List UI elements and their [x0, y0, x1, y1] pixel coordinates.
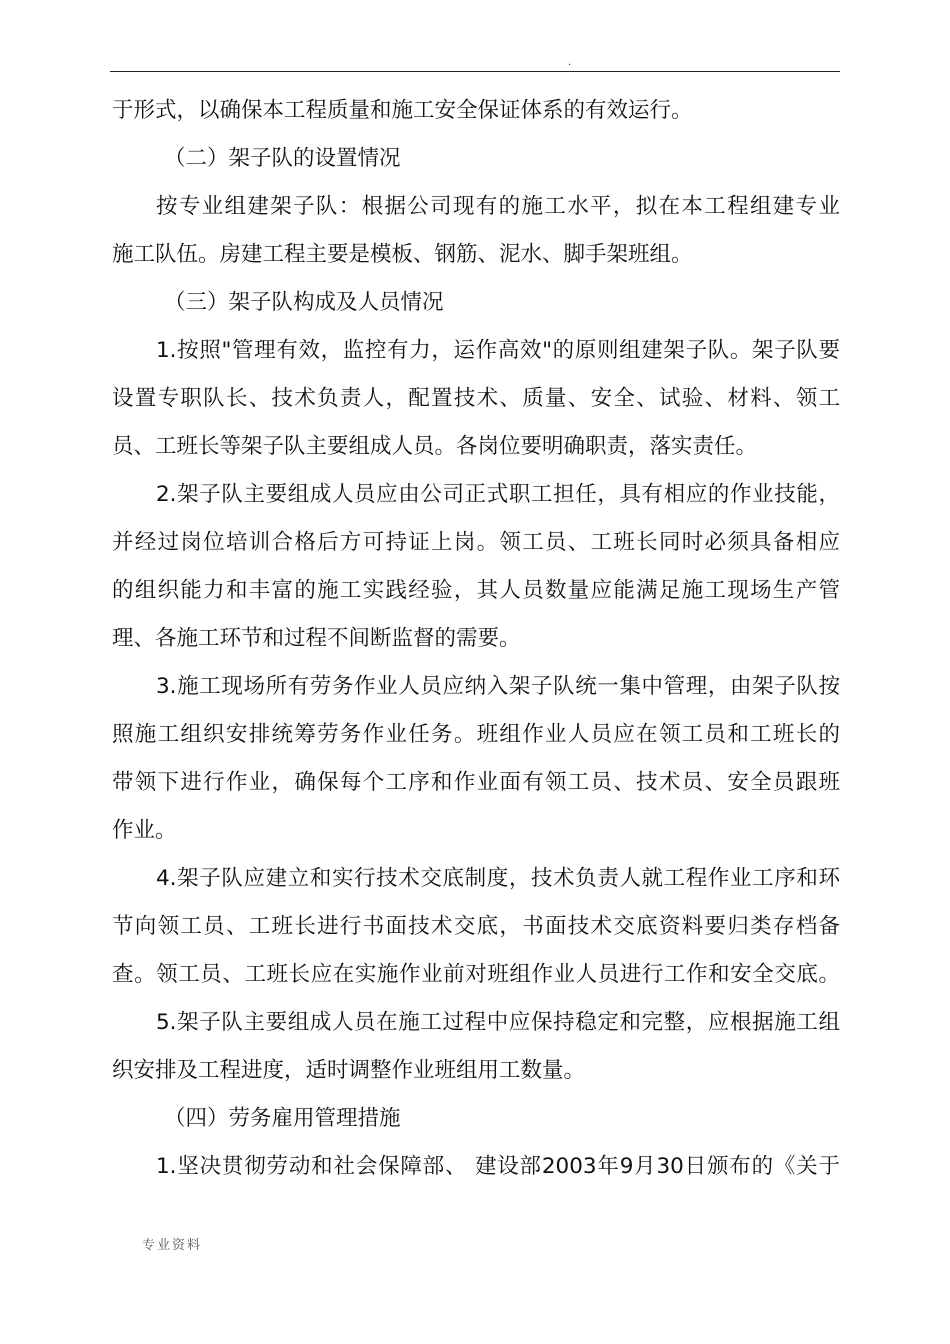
- paragraph-line: 查。领工员、工班长应在实施作业前对班组作业人员进行工作和安全交底。: [112, 962, 840, 987]
- paragraph-line: 织安排及工程进度，适时调整作业班组用工数量。: [112, 1058, 586, 1083]
- paragraph-line: 节向领工员、工班长进行书面技术交底，书面技术交底资料要归类存档备: [112, 914, 840, 939]
- footer-label: 专业资料: [142, 1238, 203, 1253]
- paragraph-line: 施工队伍。房建工程主要是模板、钢筋、泥水、脚手架班组。: [112, 242, 693, 267]
- paragraph-line: 设置专职队长、技术负责人，配置技术、质量、安全、试验、材料、领工: [112, 386, 840, 411]
- paragraph-line: 1.按照"管理有效，监控有力，运作高效"的原则组建架子队。架子队要: [156, 338, 840, 363]
- paragraph-line: 3.施工现场所有劳务作业人员应纳入架子队统一集中管理，由架子队按: [156, 674, 840, 699]
- section-heading-4: （四）劳务雇用管理措施: [164, 1106, 401, 1131]
- paragraph-line: 按专业组建架子队：根据公司现有的施工水平，拟在本工程组建专业: [156, 194, 840, 219]
- section-heading-2: （二）架子队的设置情况: [164, 146, 401, 171]
- paragraph-line: 并经过岗位培训合格后方可持证上岗。领工员、工班长同时必须具备相应: [112, 530, 840, 555]
- paragraph-line: 于形式，以确保本工程质量和施工安全保证体系的有效运行。: [112, 98, 693, 123]
- paragraph-line: 带领下进行作业，确保每个工序和作业面有领工员、技术员、安全员跟班: [112, 770, 840, 795]
- paragraph-line: 的组织能力和丰富的施工实践经验，其人员数量应能满足施工现场生产管: [112, 578, 840, 603]
- header-rule: [110, 71, 840, 72]
- paragraph-line: 4.架子队应建立和实行技术交底制度，技术负责人就工程作业工序和环: [156, 866, 840, 891]
- header-mark: .: [568, 57, 572, 68]
- document-body: [112, 87, 840, 1191]
- paragraph-line: 照施工组织安排统筹劳务作业任务。班组作业人员应在领工员和工班长的: [112, 722, 840, 747]
- paragraph-line: 作业。: [112, 818, 177, 843]
- paragraph-line: 5.架子队主要组成人员在施工过程中应保持稳定和完整，应根据施工组: [156, 1010, 840, 1035]
- paragraph-line: 理、各施工环节和过程不间断监督的需要。: [112, 626, 521, 651]
- paragraph-line: 员、工班长等架子队主要组成人员。各岗位要明确职责，落实责任。: [112, 434, 758, 459]
- paragraph-line: 2.架子队主要组成人员应由公司正式职工担任，具有相应的作业技能，: [156, 482, 840, 507]
- section-heading-3: （三）架子队构成及人员情况: [164, 290, 444, 315]
- paragraph-line: 1.坚决贯彻劳动和社会保障部、 建设部2003年9月30日颁布的《关于: [156, 1154, 840, 1179]
